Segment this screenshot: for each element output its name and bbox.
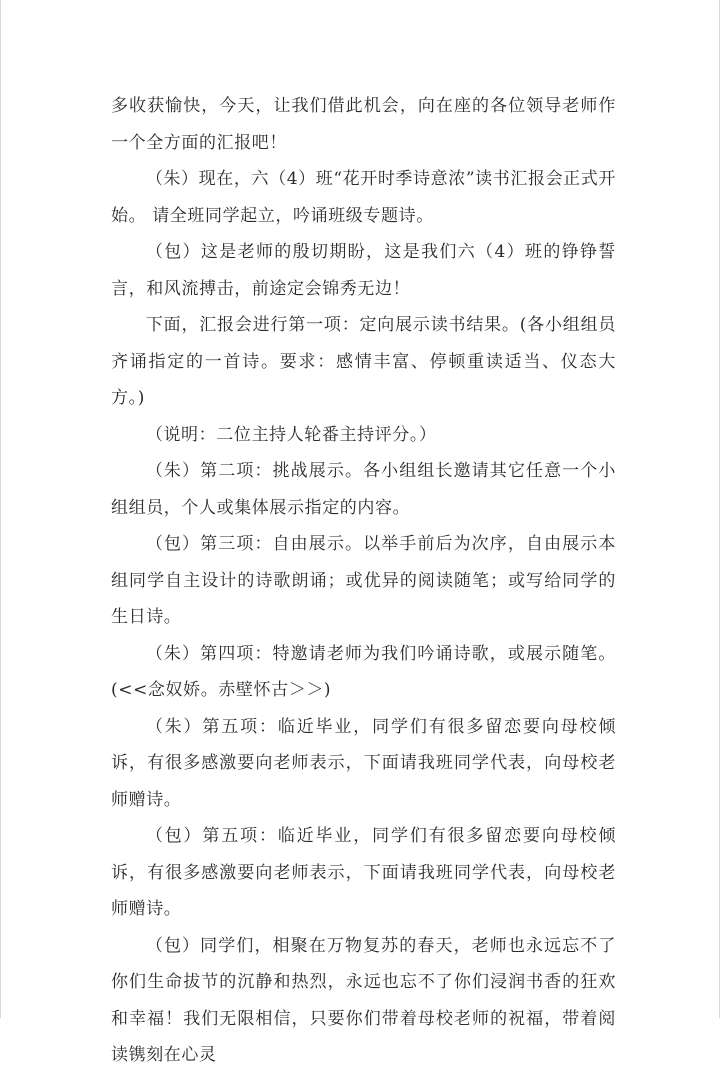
- paragraph-opening: （朱）现在，六（4）班“花开时季诗意浓”读书汇报会正式开始。 请全班同学起立，吟诵班级专题诗。: [111, 169, 616, 226]
- paragraph-item-five-bao: （包）第五项：临近毕业，同学们有很多留恋要向母校倾诉，有很多感激要向老师表示，下面请我班同学代表，向母校老师赠诗。: [111, 826, 616, 919]
- paragraph-item-five-zhu: （朱）第五项：临近毕业，同学们有很多留恋要向母校倾诉，有很多感激要向老师表示，下面请我班同学代表，向母校老师赠诗。: [111, 716, 616, 810]
- paragraph-item-four: （朱）第四项：特邀请老师为我们吟诵诗歌，或展示随笔。(<<念奴娇。赤壁怀古＞＞): [111, 643, 616, 700]
- paragraph-intro-continuation: 多收获愉快，今天，让我们借此机会，向在座的各位领导老师作一个全方面的汇报吧！: [111, 96, 616, 153]
- paragraph-pledge: （包）这是老师的殷切期盼，这是我们六（4）班的铮铮誓言，和风流搏击，前途定会锦秀无边！: [111, 242, 616, 299]
- paragraph-item-one: 下面，汇报会进行第一项：定向展示读书结果。(各小组组员齐诵指定的一首诗。要求：感情丰富、停顿重读适当、仪态大方。): [111, 315, 616, 408]
- paragraph-item-two: （朱）第二项：挑战展示。各小组组长邀请其它任意一个小组组员，个人或集体展示指定的内容。: [111, 461, 616, 518]
- paragraph-closing: （包）同学们，相聚在万物复苏的春天，老师也永远忘不了你们生命拔节的沉静和热烈，永远也忘不了你们浸润书香的狂欢和幸福！我们无限相信，只要你们带着母校老师的祝福，带着阅读镌刻在心灵: [111, 935, 616, 1065]
- paragraph-note: （说明：二位主持人轮番主持评分。）: [145, 424, 437, 445]
- document-body: [111, 88, 616, 1074]
- paragraph-item-three: （包）第三项：自由展示。以举手前后为次序，自由展示本组同学自主设计的诗歌朗诵；或优异的阅读随笔；或写给同学的生日诗。: [111, 534, 616, 627]
